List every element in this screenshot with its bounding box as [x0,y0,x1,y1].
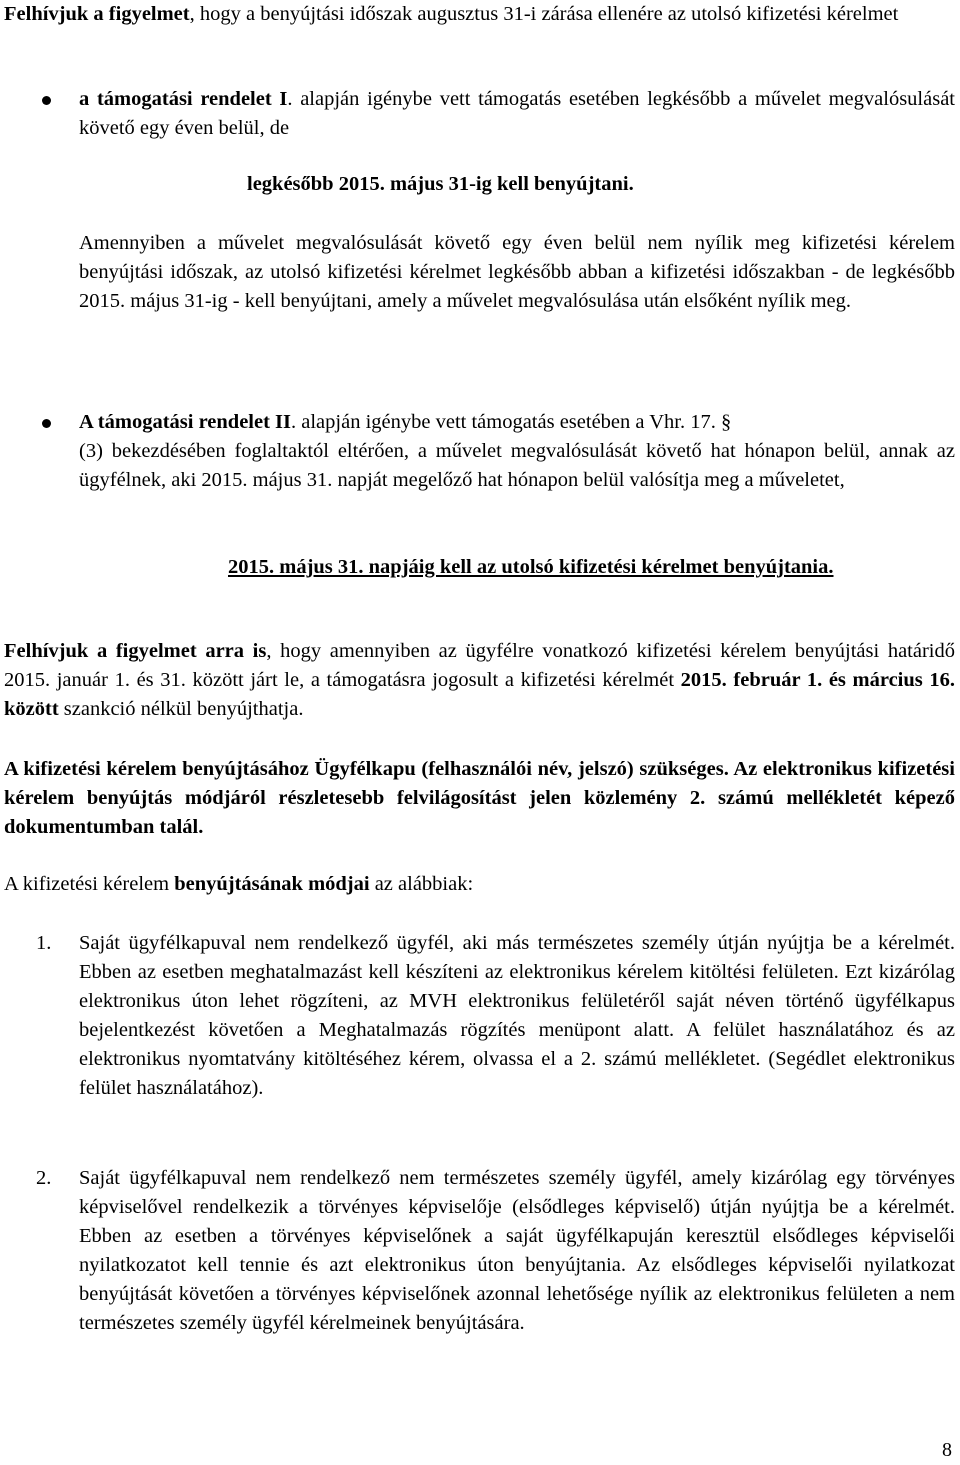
list-item: Saját ügyfélkapuval nem rendelkező nem természetes személy ügyfél, amely kizárólag egy törvényes képviselővel rendelkezik a törvényes képviselője (elsődleges képviselő) útján nyújtja be a kérelmét. Ebben az esetben a törvényes képviselőnek a saját ügyfélkapuján keresztül elsődleges képviselői nyilatkozatot kell tennie és azt elektronikus úton benyújtania. Az elsődleges képviselői nyilatkozat benyújtását követően a törvényes képviselőnek azonnal lehetősége nyílik az elektronikus felületen a nem természetes személy ügyfél kérelmeinek benyújtására. [79,1167,955,1334]
intro-paragraph [4,0,955,29]
bullet2-text [79,408,955,437]
bullet2-bold: A támogatási rendelet II [79,411,292,433]
methods-intro [4,870,955,899]
bullet1-rest: . alapján igénybe vett támogatás esetében legkésőbb a művelet megvalósulását követő egy éven belül, de [79,88,955,139]
bullet-icon [42,419,51,428]
notice-text2: szankció nélkül benyújthatja. [58,698,304,720]
list-item: Saját ügyfélkapuval nem rendelkező ügyfél, aki más természetes személy útján nyújtja be a kérelmét. Ebben az esetben meghatalmazást kell készíteni az elektronikus kérelem kitöltési felületen. Ezt kizárólag elektronikus úton lehet rögzíteni, az MVH elektronikus felületéről saját néven történő ügyfélkapus bejelentkezést követően a Meghatalmazás rögzítés menüpont alatt. A felület használatához és az elektronikus nyomtatvány kitöltéséhez kérem, olvassa el a 2. számú mellékletet. (Segédlet elektronikus felület használatához). [79,932,955,1099]
page-number: 8 [942,1439,952,1461]
intro-text: , hogy a benyújtási időszak augusztus 31-i zárása ellenére az utolsó kifizetési kérelmet [189,3,899,25]
list-item-number: 2. [36,1167,52,1189]
bullet1-text [79,85,955,143]
notice-dates: 2015. február 1. és március 16. között [4,669,955,720]
bullet1-bold: a támogatási rendelet I [79,88,288,110]
list-item-number: 1. [36,932,52,954]
notice-bold: Felhívjuk a figyelmet arra is [4,640,267,662]
notice-text1: , hogy amennyiben az ügyfélre vonatkozó kifizetési kérelem benyújtási határidő 2015. január 1. és 31. között járt le, a támogatásra jogosult a kifizetési kérelmét [4,640,955,691]
intro-bold: Felhívjuk a figyelmet [4,3,190,25]
methods-bold: benyújtásának módjai [174,873,370,895]
bullet1-deadline: legkésőbb 2015. május 31-ig kell benyújtani. [247,173,634,195]
methods-text2: az alábbiak: [369,873,474,895]
bullet-icon [42,96,51,105]
bullet1-paragraph: Amennyiben a művelet megvalósulását követő egy éven belül nem nyílik meg kifizetési kérelem benyújtási időszak, az utolsó kifizetési kérelmet legkésőbb abban a kifizetési időszakban - de legkésőbb 2015. május 31-ig - kell benyújtani, amely a művelet megvalósulása után elsőként nyílik meg. [79,232,955,312]
bullet2-paragraph: (3) bekezdésében foglaltaktól eltérően, a művelet megvalósulását követő hat hónapon belül, annak az ügyfélnek, aki 2015. május 31. napját megelőző hat hónapon belül valósítja meg a műveletet, [79,440,955,491]
bullet2-rest-line1: . alapján igénybe vett támogatás esetében a Vhr. 17. § [291,411,732,433]
methods-text1: A kifizetési kérelem [4,873,175,895]
bullet2-deadline: 2015. május 31. napjáig kell az utolsó kifizetési kérelmet benyújtania. [228,556,834,578]
ugyfelkapu-paragraph: A kifizetési kérelem benyújtásához Ügyfélkapu (felhasználói név, jelszó) szükséges. Az elektronikus kifizetési kérelem benyújtás módjáról részletesebb felvilágosítást jelen közlemény 2. számú mellékletét képező dokumentumban talál. [4,758,955,838]
notice-paragraph [4,637,955,724]
